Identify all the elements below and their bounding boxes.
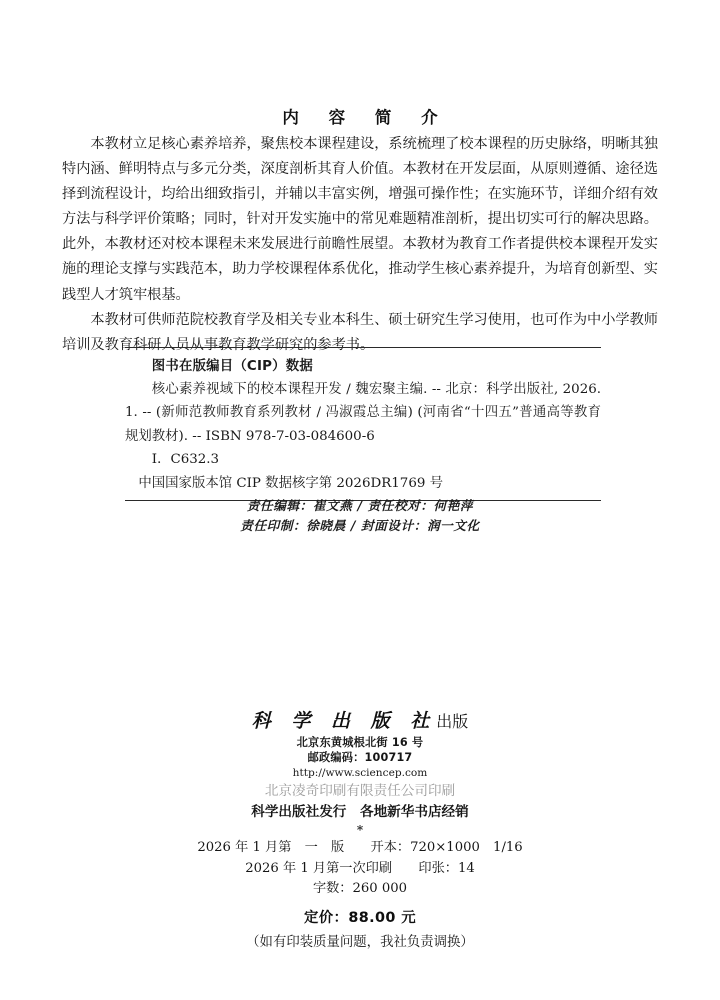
exchange-note: （如有印装质量问题，我社负责调换） (246, 934, 474, 950)
word-count: 字数：260 000 (312, 881, 408, 897)
publisher-postcode: 邮政编码：100717 (307, 751, 413, 765)
abstract-paragraph-1: 本教材立足核心素养培养，聚焦校本课程建设，系统梳理了校本课程的历史脉络，明晰其独特内涵、鲜明特点与多元分类，深度剖析其育人价值。本教材在开发层面，从原则遵循、途径选择到流程设计，均给出细致指引，并辅以丰富实例，增强可操作性；在实施环节，详细介绍有效方法与科学评价策略；同时，针对开发实施中的常见难题精准剖析，提出切实可行的解决思路。此外，本教材还对校本课程未来发展进行前瞻性展望。本教材为教育工作者提供校本课程开发实施的理论支撑与实践范本，助力学校课程体系优化，推动学生核心素养提升，为培育创新型、实践型人才筑牢根基。 (62, 136, 658, 303)
publisher-logo-suffix: 出版 (436, 712, 469, 731)
edition-line-1: 2026 年 1 月第 一 版 开本：720×1000 1/16 (197, 840, 523, 856)
abstract-section (62, 132, 658, 358)
publisher-logo-name: 科 学 出 版 社 (251, 710, 437, 732)
abstract-paragraph-2: 本教材可供师范院校教育学及相关专业本科生、硕士研究生学习使用，也可作为中小学教师培训及教育科研人员从事教育教学研究的参考书。 (62, 311, 658, 353)
distributor-line: 科学出版社发行 各地新华书店经销 (251, 804, 469, 821)
staff-credits (0, 496, 720, 535)
colophon-section (0, 708, 720, 955)
cip-entry: 核心素养视域下的校本课程开发 / 魏宏聚主编. -- 北京：科学出版社, 2026. 1. -- (新师范教师教育系列教材 / 冯淑霞总主编) (河南省“十四五”普通高等教育规划教材). -- ISBN 978-7-03-084600-6 (125, 382, 601, 444)
publisher-logo (0, 708, 720, 735)
separator-asterisk: * (356, 823, 364, 838)
edition-line-2: 2026 年 1 月第一次印刷 印张：14 (245, 860, 475, 876)
publisher-url: http://www.sciencep.com (292, 767, 428, 780)
cip-block (125, 347, 601, 501)
cip-check-number: 中国国家版本馆 CIP 数据核字第 2026DR1769 号 (138, 475, 444, 491)
credit-editor-line: 责任编辑：崔文燕 / 责任校对：何艳萍 (246, 498, 474, 513)
cip-content (125, 348, 601, 500)
price-line: 定价：88.00 元 (303, 909, 417, 926)
page-title: 内 容 简 介 (282, 108, 450, 127)
publisher-address: 北京东黄城根北街 16 号 (296, 736, 424, 749)
printer-name: 北京凌奇印刷有限责任公司印刷 (264, 783, 456, 800)
cip-classification: Ⅰ．C632.3 (151, 452, 220, 468)
cip-heading: 图书在版编目（CIP）数据 (151, 359, 313, 374)
credit-production-line: 责任印制：徐晓晨 / 封面设计：润一文化 (240, 517, 480, 533)
